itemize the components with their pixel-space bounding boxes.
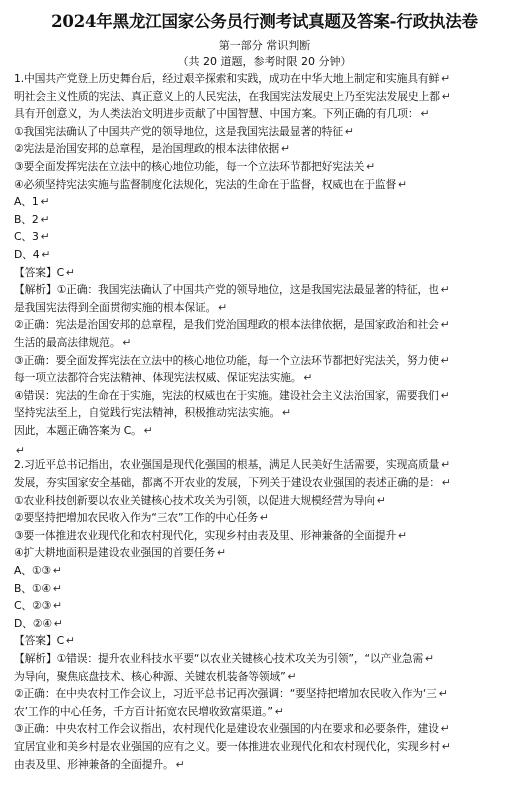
analysis-line: 宜居宜业和美乡村是农业强国的应有之义。要一体推进农业现代化和农村现代化，实现乡村 ↵ <box>14 739 451 753</box>
analysis-line: 由表及里、形神兼备的全面提升。 ↵ <box>14 757 185 771</box>
option-d: D、4 ↵ <box>14 247 51 261</box>
question-stem-line: 明社会主义性质的宪法、真正意义上的人民宪法，在我国宪法发展史上乃至宪法发展史上都 ↵ <box>14 89 451 103</box>
question-stem-line: 1.中国共产党登上历史舞台后，经过艰辛探索和实践，成功在中华大地上制定和实施具有鲜 ↵ <box>14 72 451 85</box>
option-a: A、①③ ↵ <box>14 564 62 578</box>
question-stem-line: 发展，夯实国家安全基础，都离不开农业的发展，下列关于建设农业强国的表述正确的是： ↵ <box>14 476 451 490</box>
analysis-line: ②正确：宪法是治国安邦的总章程，是我们党治国理政的根本法律依据，是国家政治和社会 ↵ <box>14 318 450 332</box>
document-title: 2024年黑龙江国家公务员行测考试真题及答案-行政执法卷 <box>51 12 478 31</box>
option-b: B、①④ ↵ <box>14 581 62 595</box>
analysis-line: ②正确：在中央农村工作会议上，习近平总书记再次强调：“要坚持把增加农民收入作为‘三 ↵ <box>14 687 448 701</box>
option-b: B、2 ↵ <box>14 212 50 226</box>
statement-4: ④必须坚持宪法实施与监督制度化法规化，宪法的生命在于监督，权威也在于监督 ↵ <box>14 177 408 191</box>
section-note: （共 20 道题，参考时限 20 分钟） <box>177 55 352 68</box>
analysis-line: 生活的最高法律规范。 ↵ <box>14 335 132 349</box>
answer: 【答案】C ↵ <box>14 634 75 648</box>
analysis-line: 坚持宪法至上，自觉践行宪法精神，积极推动宪法实施。 ↵ <box>14 406 292 420</box>
analysis-line: ③正确：要全面发挥宪法在立法中的核心地位功能，每一个立法环节都把好宪法关，努力使 ↵ <box>14 353 450 367</box>
statement-2: ②宪法是治国安邦的总章程，是治国理政的根本法律依据 ↵ <box>14 142 290 156</box>
analysis-line: 【解析】①正确：我国宪法确认了中国共产党的领导地位，这是我国宪法最显著的特征，也 ↵ <box>14 283 450 297</box>
analysis-line: 每一项立法都符合宪法精神、体现宪法权威、保证宪法实施。 ↵ <box>14 371 313 385</box>
option-a: A、1 ↵ <box>14 195 50 209</box>
analysis-line: ③正确：中央农村工作会议指出，农村现代化是建设农业强国的内在要求和必要条件，建设 ↵ <box>14 722 450 736</box>
statement-1: ①我国宪法确认了中国共产党的领导地位，这是我国宪法最显著的特征 ↵ <box>14 124 354 138</box>
analysis-conclusion: 因此，本题正确答案为 C。 ↵ <box>14 423 153 437</box>
analysis-line: 是我国宪法得到全面贯彻实施的根本保证。 ↵ <box>14 300 228 314</box>
option-d: D、②④ ↵ <box>14 616 63 630</box>
question-stem-line: 具有开创意义，为人类法治文明进步贡献了中国智慧、中国方案。下列正确的有几项： ↵ <box>14 107 430 121</box>
statement-3: ③要全面发挥宪法在立法中的核心地位功能，每一个立法环节都把好宪法关 ↵ <box>14 159 376 173</box>
option-c: C、②③ ↵ <box>14 599 63 613</box>
statement-2: ②要坚持把增加农民收入作为“三农”工作的中心任务 ↵ <box>14 511 269 525</box>
blank-line: ↵ <box>16 444 25 458</box>
statement-1: ①农业科技创新要以农业关键核心技术攻关为引领，以促进大规模经营为导向 ↵ <box>14 493 386 507</box>
statement-4: ④扩大耕地面积是建设农业强国的首要任务 ↵ <box>14 546 227 560</box>
question-stem-line: 2.习近平总书记指出，农业强国是现代化强国的根基，满足人民美好生活需要，实现高质量 ↵ <box>14 458 451 472</box>
question-2 <box>14 456 515 773</box>
analysis-line: 【解析】①错误：提升农业科技水平要“以农业关键核心技术攻关为引领”，“以产业急需 ↵ <box>14 652 435 665</box>
analysis-line: 农’工作的中心任务，千方百计拓宽农民增收致富渠道。” ↵ <box>14 704 284 718</box>
statement-3: ③要一体推进农业现代化和农村现代化，实现乡村由表及里、形神兼备的全面提升 ↵ <box>14 528 408 542</box>
section-heading: 第一部分 常识判断 <box>218 39 311 52</box>
option-c: C、3 ↵ <box>14 230 50 244</box>
analysis-line: 为导向，聚焦底盘技术、核心种源、关键农机装备等领域” ↵ <box>14 669 297 683</box>
answer: 【答案】C ↵ <box>14 265 75 279</box>
analysis-line: ④错误：宪法的生命在于实施，宪法的权威也在于实施。建设社会主义法治国家，需要我们 ↵ <box>14 388 450 402</box>
question-1 <box>14 70 515 439</box>
